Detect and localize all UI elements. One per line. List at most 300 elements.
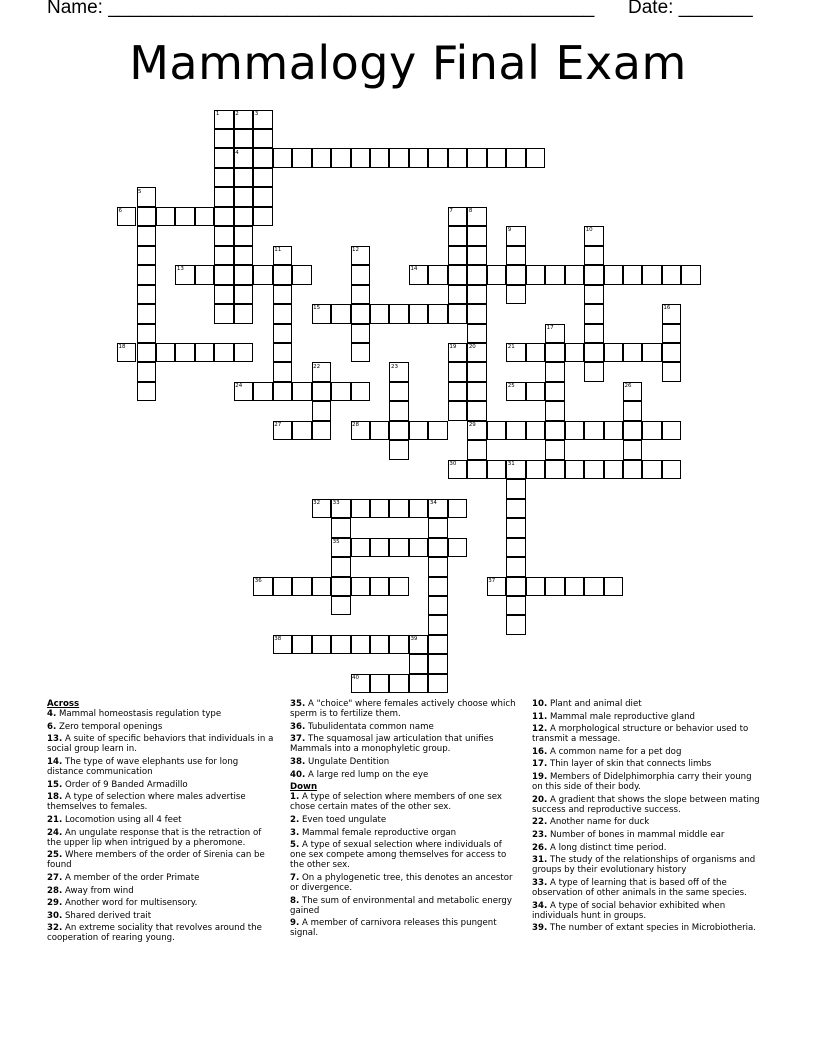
grid-cell	[506, 499, 525, 518]
clue-text: An extreme sociality that revolves around the cooperation of rearing young.	[47, 923, 262, 944]
grid-cell	[428, 148, 447, 167]
grid-cell	[175, 343, 194, 362]
clue-item	[532, 855, 762, 875]
grid-cell	[604, 265, 623, 284]
clue-number: 21	[507, 344, 515, 351]
grid-cell	[467, 285, 486, 304]
grid-cell	[604, 421, 623, 440]
grid-cell	[351, 285, 370, 304]
grid-cell	[351, 246, 370, 265]
grid-cell	[389, 401, 408, 420]
grid-cell	[389, 421, 408, 440]
clue-number: 16	[663, 305, 671, 312]
grid-cell	[467, 304, 486, 323]
clue-number: 29	[468, 422, 476, 429]
clue-number-label: 35.	[290, 699, 306, 709]
grid-cell	[214, 207, 233, 226]
clue-text: Mammal female reproductive organ	[299, 827, 457, 838]
clue-item	[532, 724, 762, 744]
grid-cell	[662, 324, 681, 343]
grid-cell	[370, 148, 389, 167]
clues-column-1	[47, 699, 277, 946]
grid-cell	[370, 635, 389, 654]
grid-cell	[137, 285, 156, 304]
grid-cell	[526, 421, 545, 440]
grid-cell	[312, 304, 331, 323]
grid-cell	[214, 285, 233, 304]
grid-cell	[545, 440, 564, 459]
grid-cell	[351, 265, 370, 284]
grid-cell	[428, 577, 447, 596]
grid-cell	[214, 226, 233, 245]
grid-cell	[273, 362, 292, 381]
grid-cell	[467, 460, 486, 479]
clue-number-label: 31.	[532, 855, 548, 866]
grid-cell	[312, 635, 331, 654]
grid-cell	[273, 304, 292, 323]
grid-cell	[584, 285, 603, 304]
grid-cell	[448, 499, 467, 518]
clue-text: Where members of the order of Sirenia can be found	[47, 850, 265, 871]
grid-cell	[137, 246, 156, 265]
clue-number: 22	[313, 363, 321, 370]
grid-cell	[506, 421, 525, 440]
grid-cell	[351, 324, 370, 343]
grid-cell	[253, 148, 272, 167]
grid-cell	[234, 148, 253, 167]
grid-cell	[273, 382, 292, 401]
grid-cell	[331, 557, 350, 576]
clue-text: The number of extant species in Microbiotheria.	[547, 923, 757, 934]
grid-cell	[467, 421, 486, 440]
clue-item	[532, 901, 762, 921]
clue-number-label: 11.	[532, 711, 548, 722]
grid-cell	[409, 635, 428, 654]
clue-number-label: 24.	[47, 827, 63, 838]
clue-number-label: 25.	[47, 850, 63, 861]
clue-text: Another name for duck	[547, 817, 650, 828]
grid-cell	[331, 518, 350, 537]
clue-number-label: 37.	[290, 734, 306, 745]
grid-cell	[467, 207, 486, 226]
grid-cell	[623, 421, 642, 440]
grid-cell	[389, 674, 408, 693]
page-title: Mammalogy Final Exam	[129, 36, 687, 90]
grid-cell	[351, 148, 370, 167]
clue-text: The study of the relationships of organisms and groups by their evolutionary history	[532, 855, 756, 876]
grid-cell	[312, 421, 331, 440]
grid-cell	[428, 265, 447, 284]
clue-number-label: 39.	[532, 923, 548, 934]
clue-number: 8	[468, 208, 473, 214]
grid-cell	[506, 226, 525, 245]
clue-text: A type of selection where males advertise themselves to females.	[47, 792, 246, 813]
grid-cell	[662, 265, 681, 284]
clue-number: 38	[274, 636, 282, 643]
clue-number-label: 30.	[47, 910, 63, 921]
grid-cell	[253, 577, 272, 596]
clue-item	[47, 911, 277, 921]
grid-cell	[467, 401, 486, 420]
grid-cell	[506, 557, 525, 576]
grid-cell	[351, 343, 370, 362]
grid-cell	[351, 577, 370, 596]
clue-number: 20	[468, 344, 476, 351]
clue-item	[47, 734, 277, 754]
clue-number-label: 3.	[290, 827, 300, 838]
grid-cell	[526, 577, 545, 596]
grid-cell	[506, 596, 525, 615]
clue-number: 11	[274, 246, 282, 253]
grid-cell	[428, 421, 447, 440]
grid-cell	[195, 343, 214, 362]
grid-cell	[273, 265, 292, 284]
grid-cell	[487, 265, 506, 284]
clue-number: 35	[332, 538, 340, 545]
grid-cell	[467, 226, 486, 245]
grid-cell	[214, 265, 233, 284]
grid-cell	[234, 226, 253, 245]
grid-cell	[253, 110, 272, 129]
clue-item	[532, 772, 762, 792]
grid-cell	[662, 421, 681, 440]
grid-cell	[312, 577, 331, 596]
grid-cell	[545, 401, 564, 420]
grid-cell	[156, 343, 175, 362]
grid-cell	[253, 382, 272, 401]
grid-cell	[487, 460, 506, 479]
clue-item	[290, 873, 520, 893]
grid-cell	[584, 362, 603, 381]
grid-cell	[448, 285, 467, 304]
date-field-label: Date: _______	[628, 0, 753, 18]
grid-cell	[584, 324, 603, 343]
grid-cell	[467, 382, 486, 401]
clue-item	[532, 699, 762, 709]
grid-cell	[253, 129, 272, 148]
grid-cell	[545, 382, 564, 401]
clue-item	[532, 830, 762, 840]
grid-cell	[409, 538, 428, 557]
grid-cell	[565, 460, 584, 479]
grid-cell	[214, 110, 233, 129]
grid-cell	[137, 362, 156, 381]
grid-cell	[467, 265, 486, 284]
grid-cell	[253, 207, 272, 226]
grid-cell	[331, 304, 350, 323]
clue-item	[47, 709, 277, 719]
grid-cell	[584, 246, 603, 265]
grid-cell	[214, 129, 233, 148]
clue-item	[47, 792, 277, 812]
clue-number-label: 8.	[290, 895, 300, 906]
grid-cell	[448, 343, 467, 362]
grid-cell	[234, 246, 253, 265]
clue-number: 24	[235, 383, 243, 390]
clue-number: 18	[118, 344, 126, 351]
clue-text: Plant and animal diet	[547, 699, 642, 709]
clue-number: 17	[546, 324, 554, 331]
grid-cell	[642, 343, 661, 362]
grid-cell	[467, 362, 486, 381]
grid-cell	[506, 285, 525, 304]
clue-text: A suite of specific behaviors that individuals in a social group learn in.	[47, 734, 274, 755]
grid-cell	[448, 148, 467, 167]
down-heading: Down	[290, 782, 318, 793]
grid-cell	[584, 577, 603, 596]
name-field-label: Name: ______________________________________________	[47, 0, 595, 18]
clue-item	[290, 770, 520, 780]
grid-cell	[137, 187, 156, 206]
clue-text: On a phylogenetic tree, this denotes an ancestor or divergence.	[290, 872, 513, 893]
clue-item	[290, 722, 520, 732]
grid-cell	[409, 304, 428, 323]
grid-cell	[214, 168, 233, 187]
clue-number-label: 4.	[47, 709, 57, 720]
grid-cell	[331, 148, 350, 167]
grid-cell	[623, 343, 642, 362]
grid-cell	[234, 129, 253, 148]
clue-number: 27	[274, 422, 282, 429]
grid-cell	[273, 577, 292, 596]
across-heading: Across	[47, 699, 80, 709]
grid-cell	[312, 401, 331, 420]
clue-number-label: 34.	[532, 900, 548, 911]
grid-cell	[506, 615, 525, 634]
grid-cell	[448, 460, 467, 479]
grid-cell	[428, 654, 447, 673]
clue-number-label: 14.	[47, 756, 63, 767]
grid-cell	[312, 499, 331, 518]
grid-cell	[565, 343, 584, 362]
grid-cell	[467, 324, 486, 343]
clue-text: The squamosal jaw articulation that unifies Mammals into a monophyletic group.	[290, 734, 494, 755]
grid-cell	[214, 343, 233, 362]
clue-text: Order of 9 Banded Armadillo	[62, 779, 188, 790]
grid-cell	[273, 421, 292, 440]
clue-number-label: 2.	[290, 814, 300, 825]
clue-item	[47, 722, 277, 732]
grid-cell	[506, 265, 525, 284]
grid-cell	[623, 460, 642, 479]
grid-cell	[234, 382, 253, 401]
grid-cell	[448, 401, 467, 420]
clue-text: Shared derived trait	[62, 910, 152, 921]
grid-cell	[175, 265, 194, 284]
clue-number: 7	[449, 208, 453, 214]
grid-cell	[467, 440, 486, 459]
grid-cell	[428, 518, 447, 537]
clue-text: A morphological structure or behavior used to transmit a message.	[532, 724, 749, 745]
grid-cell	[389, 362, 408, 381]
clue-text: A type of learning that is based off of the observation of other animals in the same species.	[532, 877, 747, 898]
grid-cell	[428, 596, 447, 615]
grid-cell	[506, 518, 525, 537]
grid-cell	[389, 635, 408, 654]
grid-cell	[137, 324, 156, 343]
clue-number: 26	[624, 383, 632, 390]
clue-number: 39	[410, 636, 418, 643]
clue-item	[47, 873, 277, 883]
grid-cell	[117, 207, 136, 226]
clue-number-label: 18.	[47, 792, 63, 803]
clue-item	[532, 759, 762, 769]
grid-cell	[584, 421, 603, 440]
grid-cell	[409, 654, 428, 673]
grid-cell	[312, 148, 331, 167]
clue-number-label: 40.	[290, 769, 306, 780]
grid-cell	[351, 538, 370, 557]
grid-cell	[137, 207, 156, 226]
grid-cell	[428, 538, 447, 557]
grid-cell	[526, 460, 545, 479]
grid-cell	[273, 285, 292, 304]
clue-number-label: 33.	[532, 877, 548, 888]
grid-cell	[506, 577, 525, 596]
grid-cell	[584, 304, 603, 323]
grid-cell	[389, 304, 408, 323]
grid-cell	[467, 343, 486, 362]
grid-cell	[389, 538, 408, 557]
grid-cell	[292, 421, 311, 440]
grid-cell	[506, 148, 525, 167]
grid-cell	[662, 304, 681, 323]
grid-cell	[428, 615, 447, 634]
grid-cell	[545, 343, 564, 362]
grid-cell	[389, 499, 408, 518]
grid-cell	[370, 577, 389, 596]
clue-text: A large red lump on the eye	[305, 769, 429, 780]
clue-item	[47, 886, 277, 896]
grid-cell	[351, 499, 370, 518]
clue-item	[290, 828, 520, 838]
grid-cell	[662, 460, 681, 479]
grid-cell	[292, 382, 311, 401]
clue-text: Mammal male reproductive gland	[547, 711, 696, 722]
grid-cell	[409, 421, 428, 440]
clue-number-label: 28.	[47, 885, 63, 896]
grid-cell	[506, 538, 525, 557]
clue-number-label: 1.	[290, 792, 300, 803]
grid-cell	[467, 148, 486, 167]
clue-number-label: 32.	[47, 923, 63, 934]
clue-item	[290, 757, 520, 767]
grid-cell	[234, 187, 253, 206]
clue-text: A long distinct time period.	[547, 842, 667, 853]
clue-text: Mammal homeostasis regulation type	[56, 709, 222, 720]
grid-cell	[506, 343, 525, 362]
grid-cell	[642, 460, 661, 479]
grid-cell	[565, 265, 584, 284]
grid-cell	[331, 596, 350, 615]
grid-cell	[214, 187, 233, 206]
grid-cell	[526, 148, 545, 167]
clue-item	[47, 923, 277, 943]
clue-item	[532, 747, 762, 757]
grid-cell	[565, 577, 584, 596]
clue-number-label: 5.	[290, 840, 300, 851]
grid-cell	[545, 421, 564, 440]
clue-item	[290, 815, 520, 825]
grid-cell	[234, 168, 253, 187]
grid-cell	[448, 304, 467, 323]
grid-cell	[195, 265, 214, 284]
clue-number: 28	[352, 422, 360, 429]
grid-cell	[370, 538, 389, 557]
grid-cell	[312, 382, 331, 401]
clue-item	[532, 712, 762, 722]
clue-item	[47, 757, 277, 777]
clue-text: A type of sexual selection where individuals of one sex compete among themselves for access to the other sex.	[290, 840, 507, 871]
clue-text: A "choice" where females actively choose which sperm is to fertilize them.	[290, 699, 516, 720]
grid-cell	[370, 674, 389, 693]
grid-cell	[312, 362, 331, 381]
clue-text: Zero temporal openings	[56, 721, 163, 732]
clue-item	[532, 843, 762, 853]
grid-cell	[681, 265, 700, 284]
clue-text: Even toed ungulate	[299, 814, 387, 825]
grid-cell	[331, 577, 350, 596]
grid-cell	[409, 674, 428, 693]
grid-cell	[253, 168, 272, 187]
grid-cell	[292, 265, 311, 284]
grid-cell	[234, 265, 253, 284]
clue-number: 36	[254, 577, 262, 584]
clue-number-label: 20.	[532, 794, 548, 805]
clue-number-label: 26.	[532, 842, 548, 853]
grid-cell	[292, 635, 311, 654]
grid-cell	[428, 674, 447, 693]
clue-number: 2	[235, 110, 239, 117]
grid-cell	[506, 246, 525, 265]
clue-number: 33	[332, 499, 340, 506]
grid-cell	[409, 148, 428, 167]
clue-number: 13	[176, 266, 184, 273]
clues-column-3	[532, 699, 762, 936]
grid-cell	[351, 674, 370, 693]
grid-cell	[137, 265, 156, 284]
grid-cell	[117, 343, 136, 362]
clue-number: 19	[449, 344, 457, 351]
grid-cell	[175, 207, 194, 226]
clue-item	[532, 795, 762, 815]
grid-cell	[195, 207, 214, 226]
clue-number: 9	[507, 227, 512, 234]
clue-number-label: 15.	[47, 779, 63, 790]
grid-cell	[214, 246, 233, 265]
grid-cell	[409, 265, 428, 284]
grid-cell	[506, 382, 525, 401]
clue-number: 3	[254, 110, 259, 117]
clue-text: A gradient that shows the slope between mating success and reproductive success.	[532, 794, 760, 815]
grid-cell	[448, 246, 467, 265]
clue-item	[47, 780, 277, 790]
clue-text: A type of selection where members of one sex chose certain mates of the other sex.	[290, 792, 502, 813]
clue-number: 37	[488, 577, 496, 584]
clue-item	[47, 850, 277, 870]
grid-cell	[526, 382, 545, 401]
clue-item	[532, 923, 762, 933]
clue-text: Members of Didelphimorphia carry their young on this side of their body.	[532, 772, 752, 793]
grid-cell	[448, 265, 467, 284]
grid-cell	[487, 577, 506, 596]
clue-number-label: 13.	[47, 734, 63, 745]
clue-text: Ungulate Dentition	[305, 756, 390, 767]
clue-number: 4	[235, 149, 239, 156]
grid-cell	[292, 577, 311, 596]
grid-cell	[370, 421, 389, 440]
clue-number-label: 12.	[532, 724, 548, 735]
